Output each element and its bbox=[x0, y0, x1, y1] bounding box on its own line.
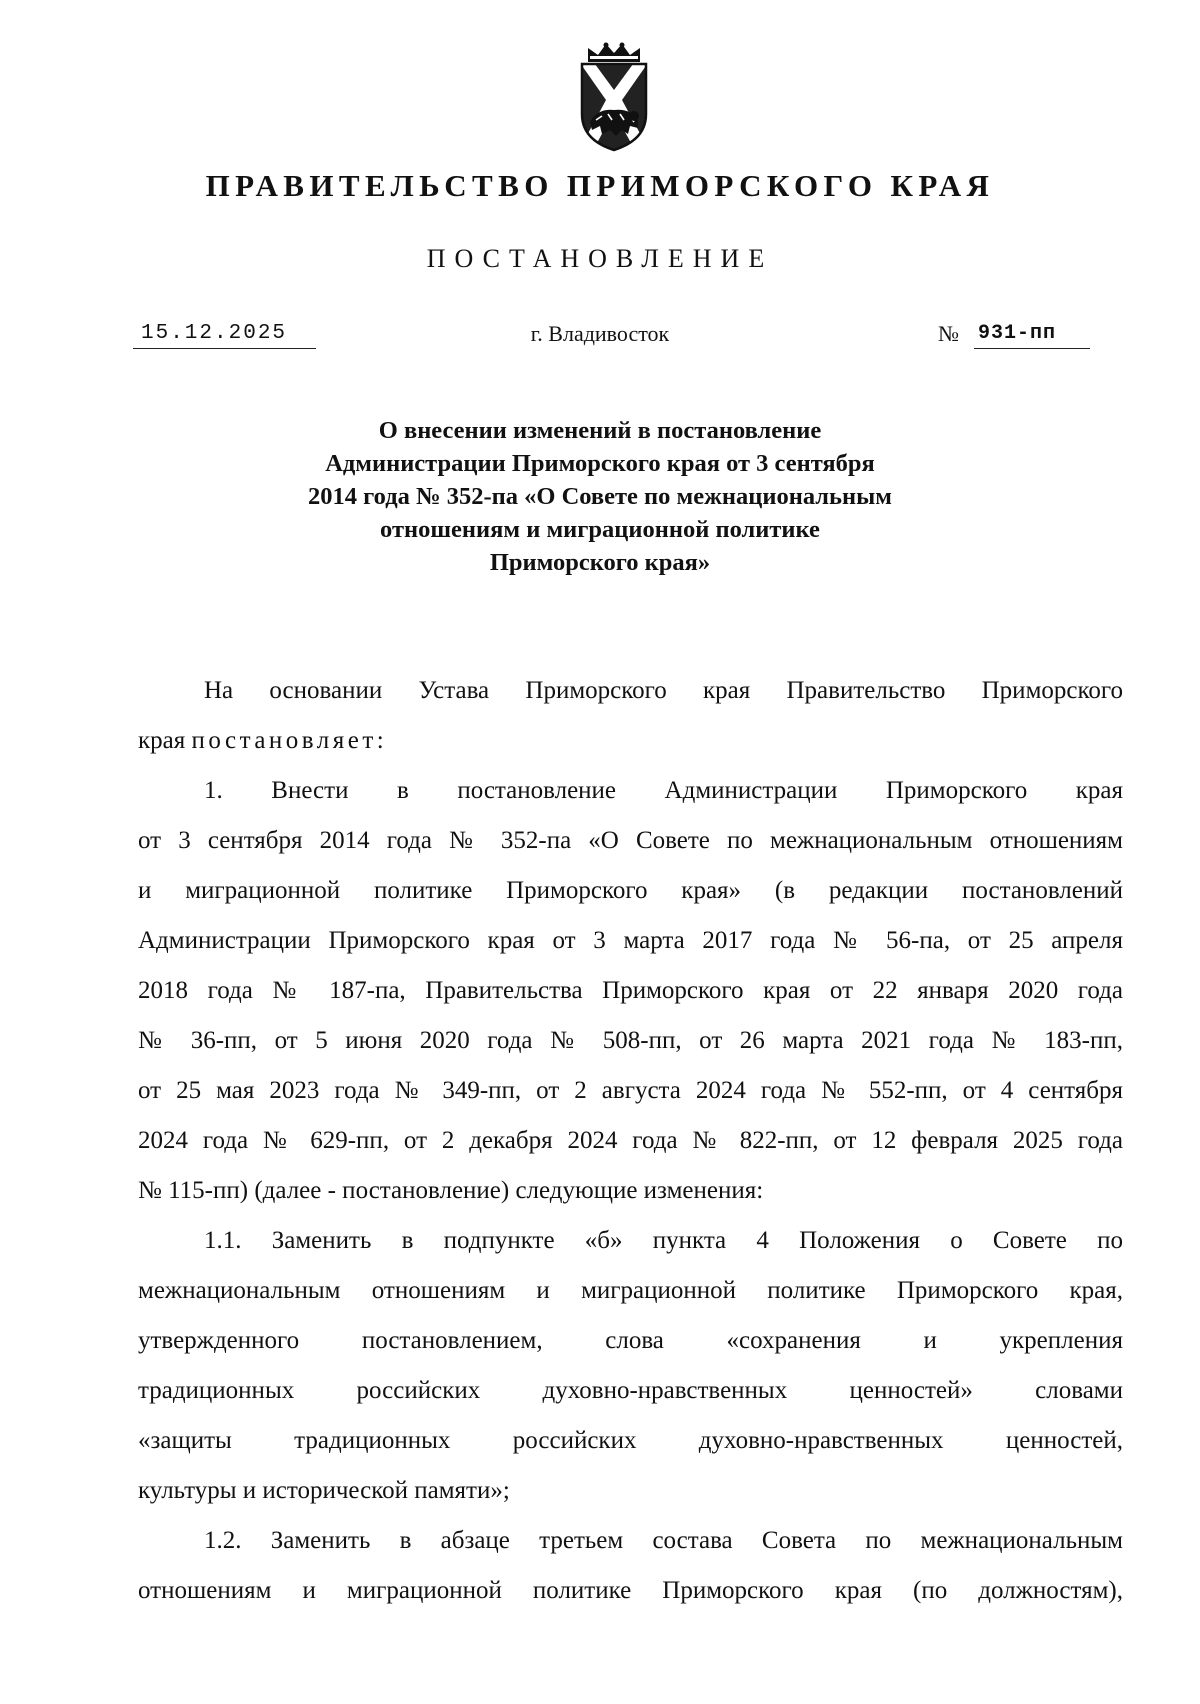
body-line: от 25 мая 2023 года № 349-пп, от 2 августа 2024 года № 552-пп, от 4 сентября bbox=[138, 1077, 1123, 1104]
body-line: № 36-пп, от 5 июня 2020 года № 508-пп, от 26 марта 2021 года № 183-пп, bbox=[138, 1027, 1123, 1054]
body-line: На основании Устава Приморского края Правительство Приморского bbox=[204, 677, 1123, 704]
body-line: 1. Внести в постановление Администрации Приморского края bbox=[204, 777, 1123, 804]
resolves-word: постановляет: bbox=[191, 727, 388, 754]
organization-title: ПРАВИТЕЛЬСТВО ПРИМОРСКОГО КРАЯ bbox=[205, 168, 995, 203]
body-text-fragment: края bbox=[138, 727, 192, 754]
body-line: 2024 года № 629-пп, от 2 декабря 2024 года № 822-пп, от 12 февраля 2025 года bbox=[138, 1127, 1123, 1154]
body-line: № 115-пп) (далее - постановление) следующие изменения: bbox=[138, 1177, 764, 1204]
document-date: 15.12.2025 bbox=[133, 320, 316, 349]
title-line: 2014 года № 352-па «О Совете по межнациональным bbox=[308, 483, 892, 510]
body-line: отношениям и миграционной политике Приморского края (по должностям), bbox=[138, 1577, 1123, 1604]
body-line: 1.2. Заменить в абзаце третьем состава Совета по межнациональным bbox=[204, 1527, 1123, 1554]
body-line: 2018 года № 187-па, Правительства Приморского края от 22 января 2020 года bbox=[138, 977, 1123, 1004]
title-line: О внесении изменений в постановление bbox=[378, 417, 822, 444]
document-title bbox=[0, 414, 1200, 579]
body-line: и миграционной политике Приморского края» (в редакции постановлений bbox=[138, 877, 1123, 904]
document-type: ПОСТАНОВЛЕНИЕ bbox=[426, 244, 774, 273]
number-label: № bbox=[938, 321, 959, 346]
body-line: утвержденного постановлением, слова «сохранения и укрепления bbox=[138, 1327, 1123, 1354]
title-line: отношениям и миграционной политике bbox=[380, 516, 820, 543]
coat-of-arms-icon bbox=[568, 42, 660, 154]
body-line: 1.1. Заменить в подпункте «б» пункта 4 Положения о Совете по bbox=[204, 1227, 1123, 1254]
document-city: г. Владивосток bbox=[530, 321, 670, 346]
document-body bbox=[138, 666, 1123, 1616]
body-line: традиционных российских духовно-нравственных ценностей» словами bbox=[138, 1377, 1123, 1404]
document-number: 931-пп bbox=[974, 320, 1090, 349]
body-line: межнациональным отношениям и миграционной политике Приморского края, bbox=[138, 1277, 1123, 1304]
body-line bbox=[138, 716, 1123, 766]
body-line: культуры и исторической памяти»; bbox=[138, 1477, 510, 1504]
body-line: «защиты традиционных российских духовно-нравственных ценностей, bbox=[138, 1427, 1123, 1454]
title-line: Приморского края» bbox=[489, 549, 711, 576]
title-line: Администрации Приморского края от 3 сентября bbox=[325, 450, 875, 477]
body-line: Администрации Приморского края от 3 марта 2017 года № 56-па, от 25 апреля bbox=[138, 927, 1123, 954]
body-line: от 3 сентября 2014 года № 352-па «О Совете по межнациональным отношениям bbox=[138, 827, 1123, 854]
